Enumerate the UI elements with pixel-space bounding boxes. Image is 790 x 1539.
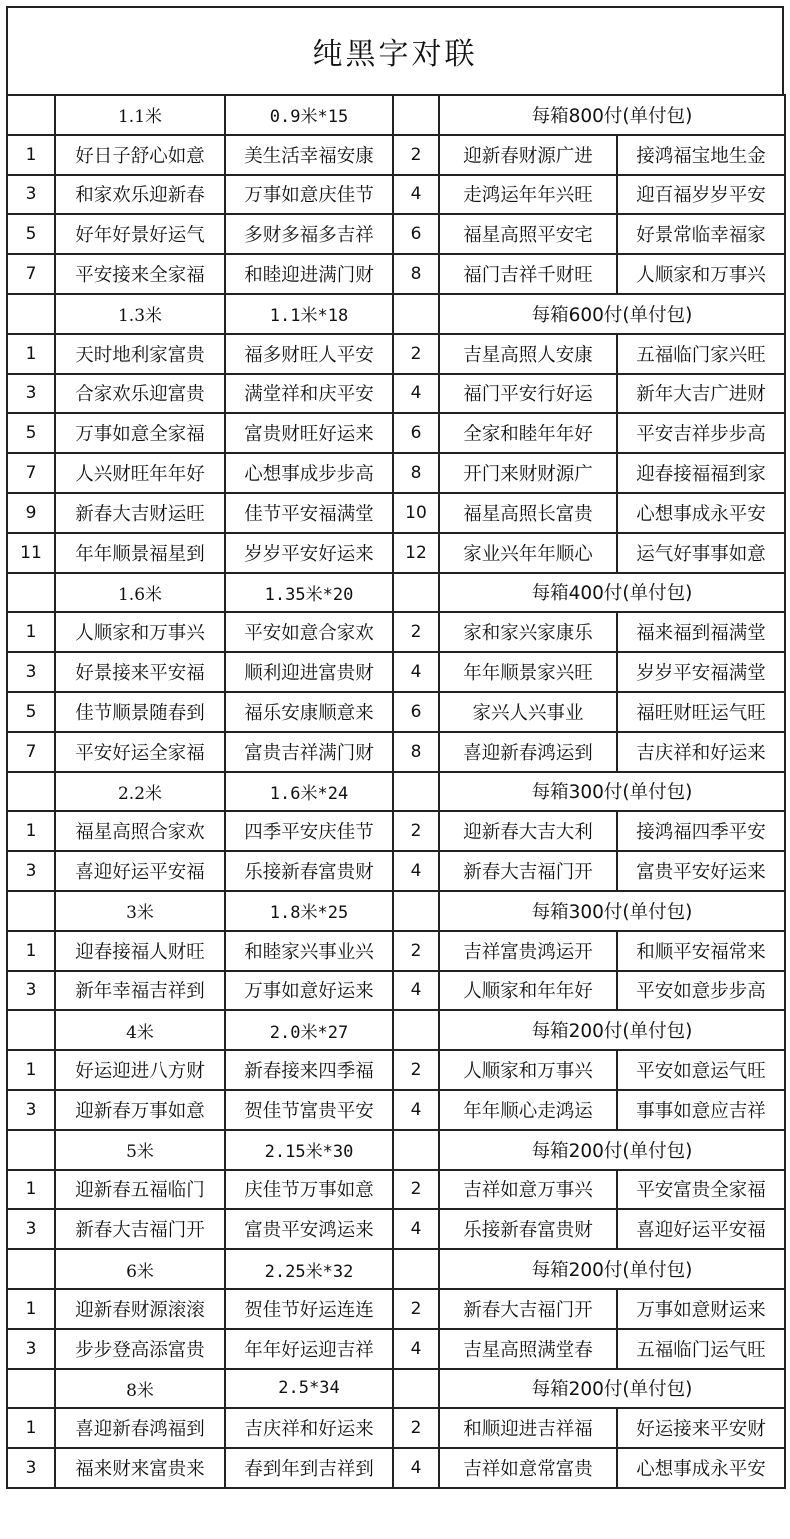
couplet-text: 平安如意步步高 [617, 971, 785, 1011]
pack-label: 每箱300付(单付包) [439, 891, 785, 931]
couplet-text: 和顺平安福常来 [617, 931, 785, 971]
couplet-text: 万事如意庆佳节 [225, 175, 393, 215]
couplet-text: 富贵吉祥满门财 [225, 732, 393, 772]
couplet-text: 运气好事事如意 [617, 533, 785, 573]
row-number: 2 [393, 1170, 439, 1210]
couplet-text: 福乐安康顺意来 [225, 692, 393, 732]
couplet-text: 人兴财旺年年好 [55, 453, 225, 493]
table-row [7, 931, 785, 971]
table-row [7, 214, 785, 254]
empty-cell [7, 772, 55, 812]
table-row [7, 413, 785, 453]
couplet-text: 人顺家和万事兴 [55, 612, 225, 652]
empty-cell [7, 95, 55, 135]
couplet-text: 新春大吉福门开 [55, 1209, 225, 1249]
row-number: 12 [393, 533, 439, 573]
table-row [7, 692, 785, 732]
couplet-text: 满堂祥和庆平安 [225, 374, 393, 414]
couplet-text: 天时地利家富贵 [55, 334, 225, 374]
couplet-text: 贺佳节富贵平安 [225, 1090, 393, 1130]
row-number: 4 [393, 652, 439, 692]
row-number: 3 [7, 1329, 55, 1369]
couplet-text: 心想事成永平安 [617, 493, 785, 533]
couplet-text: 万事如意全家福 [55, 413, 225, 453]
table-row [7, 374, 785, 414]
spec-label: 0.9米*15 [225, 95, 393, 135]
couplet-text: 好运接来平安财 [617, 1408, 785, 1448]
couplet-text: 步步登高添富贵 [55, 1329, 225, 1369]
couplet-text: 好日子舒心如意 [55, 135, 225, 175]
page-title: 纯黑字对联 [312, 37, 478, 72]
couplet-text: 美生活幸福安康 [225, 135, 393, 175]
row-number: 4 [393, 1329, 439, 1369]
row-number: 5 [7, 413, 55, 453]
couplet-text: 万事如意好运来 [225, 971, 393, 1011]
size-label: 4米 [55, 1010, 225, 1050]
row-number: 1 [7, 135, 55, 175]
spec-label: 1.35米*20 [225, 573, 393, 613]
couplet-text: 喜迎新春鸿福到 [55, 1408, 225, 1448]
empty-cell [7, 1369, 55, 1409]
section-header-row [7, 1010, 785, 1050]
table-row [7, 1090, 785, 1130]
couplet-text: 心想事成步步高 [225, 453, 393, 493]
table-row [7, 811, 785, 851]
empty-cell [393, 95, 439, 135]
couplet-text: 万事如意财运来 [617, 1289, 785, 1329]
couplet-text: 合家欢乐迎富贵 [55, 374, 225, 414]
row-number: 1 [7, 1408, 55, 1448]
row-number: 3 [7, 851, 55, 891]
row-number: 4 [393, 971, 439, 1011]
couplet-text: 五福临门运气旺 [617, 1329, 785, 1369]
couplet-text: 心想事成永平安 [617, 1448, 785, 1488]
size-label: 1.3米 [55, 294, 225, 334]
spec-label: 2.25米*32 [225, 1249, 393, 1289]
table-row [7, 652, 785, 692]
row-number: 6 [393, 214, 439, 254]
size-label: 3米 [55, 891, 225, 931]
size-label: 6米 [55, 1249, 225, 1289]
pack-label: 每箱200付(单付包) [439, 1010, 785, 1050]
section-header-row [7, 891, 785, 931]
size-label: 5米 [55, 1130, 225, 1170]
row-number: 3 [7, 1090, 55, 1130]
couplet-text: 福门平安行好运 [439, 374, 617, 414]
couplet-text: 福星高照长富贵 [439, 493, 617, 533]
couplet-text: 贺佳节好运连连 [225, 1289, 393, 1329]
row-number: 4 [393, 1448, 439, 1488]
row-number: 4 [393, 175, 439, 215]
pack-label: 每箱200付(单付包) [439, 1369, 785, 1409]
row-number: 3 [7, 175, 55, 215]
couplet-text: 福门吉祥千财旺 [439, 254, 617, 294]
empty-cell [393, 1369, 439, 1409]
couplet-text: 迎百福岁岁平安 [617, 175, 785, 215]
couplet-text: 平安如意合家欢 [225, 612, 393, 652]
couplet-text: 接鸿福四季平安 [617, 811, 785, 851]
empty-cell [393, 294, 439, 334]
couplet-text: 新年幸福吉祥到 [55, 971, 225, 1011]
row-number: 1 [7, 1170, 55, 1210]
row-number: 1 [7, 612, 55, 652]
couplet-text: 迎春接福人财旺 [55, 931, 225, 971]
couplet-text: 迎新春五福临门 [55, 1170, 225, 1210]
couplet-text: 乐接新春富贵财 [225, 851, 393, 891]
couplet-text: 迎新春万事如意 [55, 1090, 225, 1130]
spec-label: 2.15米*30 [225, 1130, 393, 1170]
pack-label: 每箱800付(单付包) [439, 95, 785, 135]
couplet-text: 福来财来富贵来 [55, 1448, 225, 1488]
couplet-text: 庆佳节万事如意 [225, 1170, 393, 1210]
empty-cell [7, 1130, 55, 1170]
spec-label: 2.0米*27 [225, 1010, 393, 1050]
couplet-text: 迎新春大吉大利 [439, 811, 617, 851]
size-label: 1.1米 [55, 95, 225, 135]
empty-cell [393, 1010, 439, 1050]
couplet-text: 吉祥富贵鸿运开 [439, 931, 617, 971]
empty-cell [393, 573, 439, 613]
row-number: 3 [7, 374, 55, 414]
row-number: 2 [393, 1408, 439, 1448]
couplet-text: 福星高照平安宅 [439, 214, 617, 254]
couplet-text: 年年顺心走鸿运 [439, 1090, 617, 1130]
pack-label: 每箱400付(单付包) [439, 573, 785, 613]
couplet-text: 事事如意应吉祥 [617, 1090, 785, 1130]
couplet-text: 接鸿福宝地生金 [617, 135, 785, 175]
table-row [7, 1448, 785, 1488]
row-number: 4 [393, 851, 439, 891]
table-row [7, 254, 785, 294]
row-number: 2 [393, 334, 439, 374]
row-number: 3 [7, 1448, 55, 1488]
table-row [7, 1050, 785, 1090]
row-number: 5 [7, 692, 55, 732]
couplet-text: 好景常临幸福家 [617, 214, 785, 254]
row-number: 10 [393, 493, 439, 533]
pack-label: 每箱600付(单付包) [439, 294, 785, 334]
couplet-text: 平安富贵全家福 [617, 1170, 785, 1210]
couplet-table [6, 94, 786, 1489]
couplet-price-sheet [6, 6, 784, 1489]
empty-cell [7, 1010, 55, 1050]
table-row [7, 732, 785, 772]
couplet-text: 富贵财旺好运来 [225, 413, 393, 453]
row-number: 3 [7, 1209, 55, 1249]
row-number: 7 [7, 453, 55, 493]
couplet-text: 新春大吉财运旺 [55, 493, 225, 533]
couplet-text: 迎春接福福到家 [617, 453, 785, 493]
couplet-text: 走鸿运年年兴旺 [439, 175, 617, 215]
row-number: 2 [393, 135, 439, 175]
table-row [7, 1329, 785, 1369]
couplet-text: 和睦迎进满门财 [225, 254, 393, 294]
row-number: 6 [393, 413, 439, 453]
empty-cell [7, 294, 55, 334]
row-number: 5 [7, 214, 55, 254]
row-number: 2 [393, 931, 439, 971]
couplet-text: 家和家兴家康乐 [439, 612, 617, 652]
row-number: 8 [393, 453, 439, 493]
couplet-text: 乐接新春富贵财 [439, 1209, 617, 1249]
row-number: 2 [393, 1050, 439, 1090]
couplet-text: 吉庆祥和好运来 [617, 732, 785, 772]
section-header-row [7, 573, 785, 613]
size-label: 1.6米 [55, 573, 225, 613]
table-row [7, 493, 785, 533]
couplet-text: 好景接来平安福 [55, 652, 225, 692]
table-row [7, 1289, 785, 1329]
couplet-text: 吉祥如意常富贵 [439, 1448, 617, 1488]
empty-cell [7, 1249, 55, 1289]
section-header-row [7, 95, 785, 135]
row-number: 6 [393, 692, 439, 732]
table-row [7, 971, 785, 1011]
row-number: 1 [7, 1050, 55, 1090]
couplet-text: 好运迎进八方财 [55, 1050, 225, 1090]
couplet-text: 开门来财财源广 [439, 453, 617, 493]
couplet-text: 福多财旺人平安 [225, 334, 393, 374]
section-header-row [7, 1369, 785, 1409]
table-row [7, 175, 785, 215]
table-row [7, 453, 785, 493]
row-number: 3 [7, 971, 55, 1011]
couplet-text: 福星高照合家欢 [55, 811, 225, 851]
couplet-text: 好年好景好运气 [55, 214, 225, 254]
spec-label: 2.5*34 [225, 1369, 393, 1409]
row-number: 7 [7, 254, 55, 294]
row-number: 4 [393, 374, 439, 414]
couplet-text: 新春大吉福门开 [439, 1289, 617, 1329]
row-number: 3 [7, 652, 55, 692]
size-label: 2.2米 [55, 772, 225, 812]
row-number: 7 [7, 732, 55, 772]
table-row [7, 1209, 785, 1249]
couplet-text: 多财多福多吉祥 [225, 214, 393, 254]
empty-cell [393, 891, 439, 931]
row-number: 2 [393, 811, 439, 851]
couplet-text: 平安接来全家福 [55, 254, 225, 294]
couplet-text: 平安如意运气旺 [617, 1050, 785, 1090]
empty-cell [393, 772, 439, 812]
row-number: 1 [7, 811, 55, 851]
couplet-text: 福来福到福满堂 [617, 612, 785, 652]
spec-label: 1.6米*24 [225, 772, 393, 812]
couplet-text: 迎新春财源广进 [439, 135, 617, 175]
size-label: 8米 [55, 1369, 225, 1409]
table-row [7, 1408, 785, 1448]
pack-label: 每箱300付(单付包) [439, 772, 785, 812]
couplet-text: 福旺财旺运气旺 [617, 692, 785, 732]
empty-cell [393, 1249, 439, 1289]
couplet-text: 人顺家和万事兴 [439, 1050, 617, 1090]
couplet-text: 人顺家和年年好 [439, 971, 617, 1011]
empty-cell [7, 573, 55, 613]
couplet-text: 岁岁平安福满堂 [617, 652, 785, 692]
couplet-text: 富贵平安鸿运来 [225, 1209, 393, 1249]
section-header-row [7, 1130, 785, 1170]
table-row [7, 1170, 785, 1210]
table-row [7, 135, 785, 175]
table-row [7, 334, 785, 374]
couplet-text: 吉星高照满堂春 [439, 1329, 617, 1369]
couplet-text: 岁岁平安好运来 [225, 533, 393, 573]
couplet-text: 春到年到吉祥到 [225, 1448, 393, 1488]
couplet-text: 年年顺景福星到 [55, 533, 225, 573]
couplet-text: 喜迎好运平安福 [55, 851, 225, 891]
couplet-text: 富贵平安好运来 [617, 851, 785, 891]
couplet-text: 新春接来四季福 [225, 1050, 393, 1090]
couplet-text: 家兴人兴事业 [439, 692, 617, 732]
couplet-text: 和睦家兴事业兴 [225, 931, 393, 971]
couplet-text: 吉星高照人安康 [439, 334, 617, 374]
spec-label: 1.1米*18 [225, 294, 393, 334]
row-number: 9 [7, 493, 55, 533]
couplet-text: 新年大吉广进财 [617, 374, 785, 414]
couplet-text: 迎新春财源滚滚 [55, 1289, 225, 1329]
pack-label: 每箱200付(单付包) [439, 1130, 785, 1170]
row-number: 1 [7, 931, 55, 971]
table-row [7, 612, 785, 652]
row-number: 2 [393, 612, 439, 652]
couplet-text: 人顺家和万事兴 [617, 254, 785, 294]
row-number: 8 [393, 732, 439, 772]
table-row [7, 851, 785, 891]
couplet-text: 和顺迎进吉祥福 [439, 1408, 617, 1448]
couplet-text: 五福临门家兴旺 [617, 334, 785, 374]
empty-cell [7, 891, 55, 931]
couplet-text: 顺利迎进富贵财 [225, 652, 393, 692]
section-header-row [7, 772, 785, 812]
couplet-text: 佳节顺景随春到 [55, 692, 225, 732]
couplet-text: 吉庆祥和好运来 [225, 1408, 393, 1448]
couplet-text: 新春大吉福门开 [439, 851, 617, 891]
couplet-text: 和家欢乐迎新春 [55, 175, 225, 215]
couplet-text: 平安好运全家福 [55, 732, 225, 772]
couplet-text: 平安吉祥步步高 [617, 413, 785, 453]
table-row [7, 533, 785, 573]
couplet-text: 四季平安庆佳节 [225, 811, 393, 851]
spec-label: 1.8米*25 [225, 891, 393, 931]
couplet-text: 喜迎新春鸿运到 [439, 732, 617, 772]
empty-cell [393, 1130, 439, 1170]
couplet-text: 吉祥如意万事兴 [439, 1170, 617, 1210]
couplet-text: 年年好运迎吉祥 [225, 1329, 393, 1369]
row-number: 11 [7, 533, 55, 573]
row-number: 2 [393, 1289, 439, 1329]
section-header-row [7, 294, 785, 334]
row-number: 4 [393, 1209, 439, 1249]
row-number: 8 [393, 254, 439, 294]
section-header-row [7, 1249, 785, 1289]
title-row [6, 6, 784, 94]
couplet-text: 佳节平安福满堂 [225, 493, 393, 533]
pack-label: 每箱200付(单付包) [439, 1249, 785, 1289]
couplet-text: 年年顺景家兴旺 [439, 652, 617, 692]
couplet-text: 喜迎好运平安福 [617, 1209, 785, 1249]
row-number: 1 [7, 334, 55, 374]
row-number: 4 [393, 1090, 439, 1130]
couplet-text: 全家和睦年年好 [439, 413, 617, 453]
couplet-text: 家业兴年年顺心 [439, 533, 617, 573]
row-number: 1 [7, 1289, 55, 1329]
